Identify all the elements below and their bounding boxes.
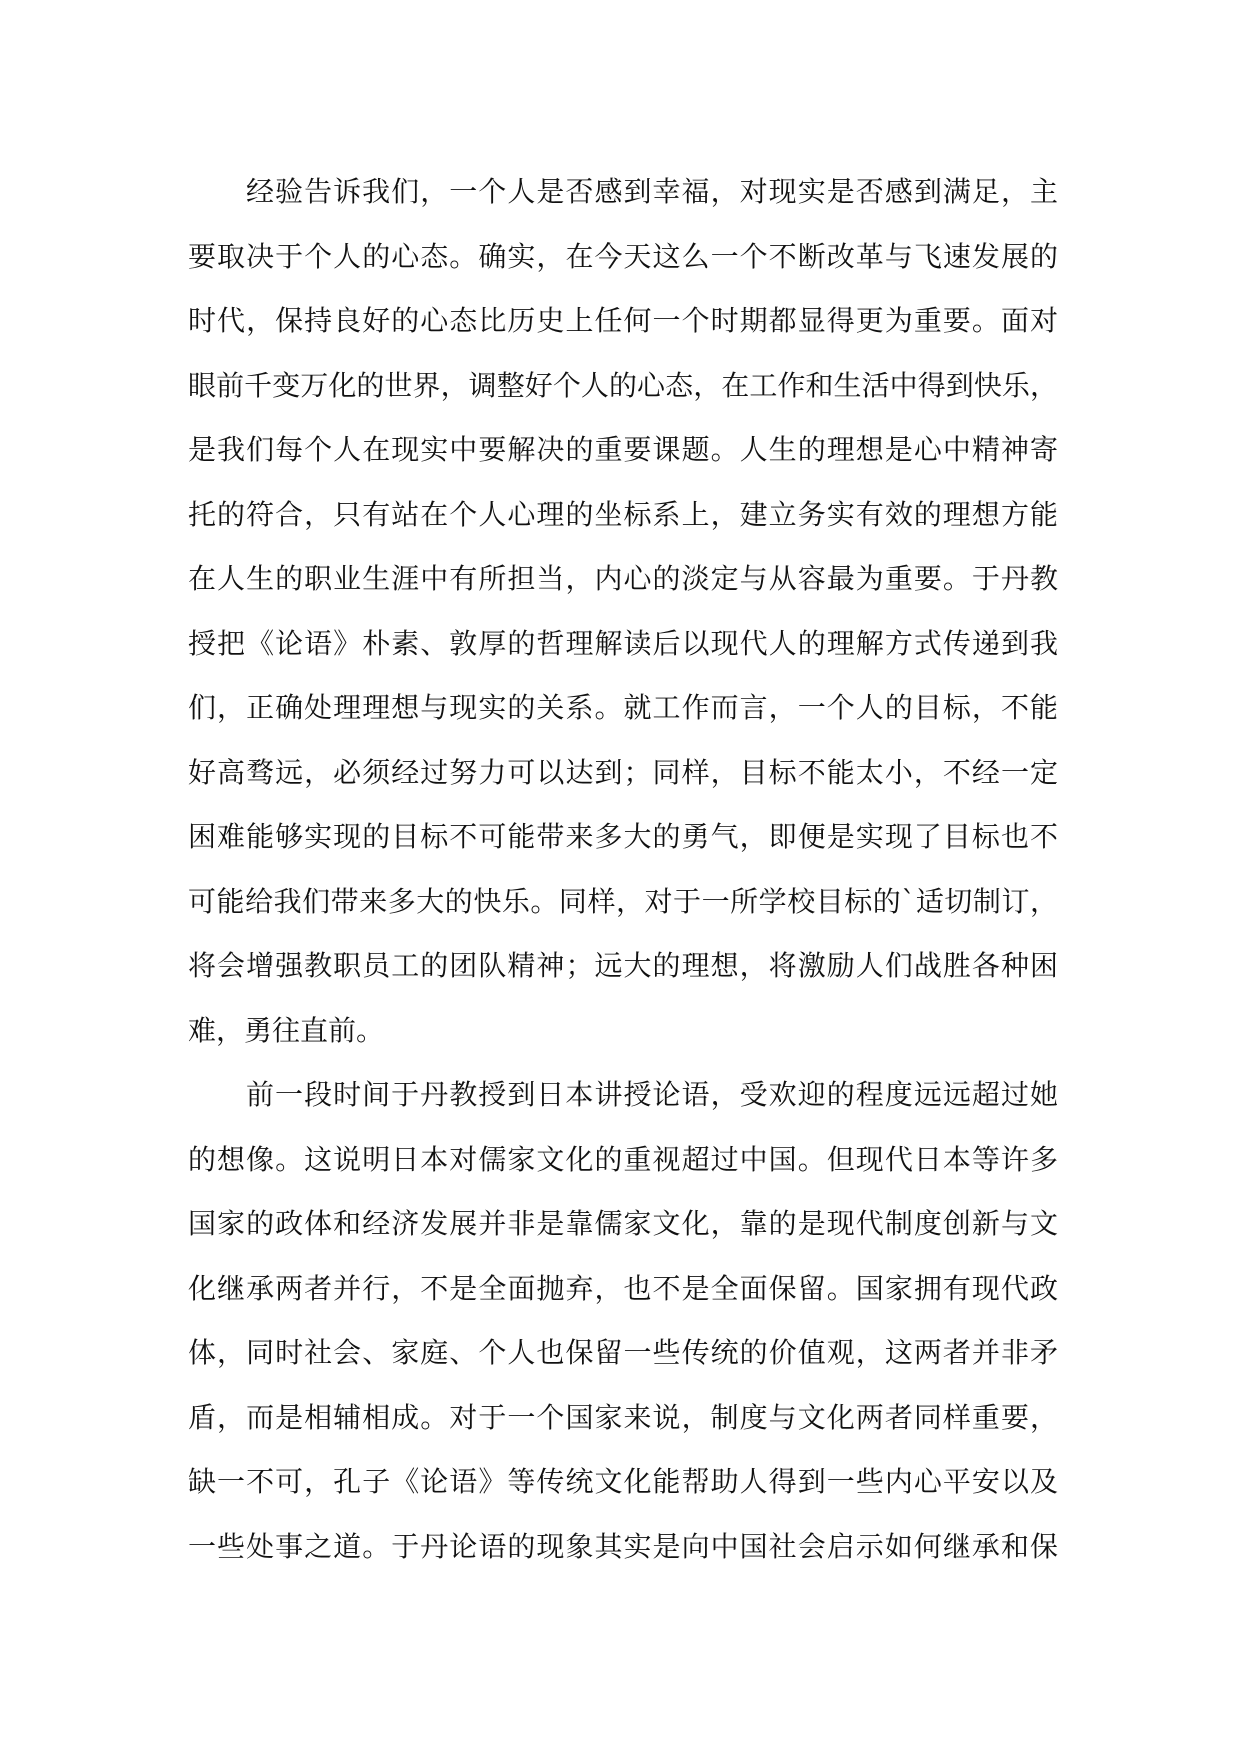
text-line: 缺一不可，孔子《论语》等传统文化能帮助人得到一些内心平安以及	[188, 1465, 1058, 1498]
text-line: 授把《论语》朴素、敦厚的哲理解读后以现代人的理解方式传递到我	[188, 626, 1058, 660]
text-line: 前一段时间于丹教授到日本讲授论语，受欢迎的程度远远超过她	[246, 1078, 1058, 1111]
text-line: 们，正确处理理想与现实的关系。就工作而言，一个人的目标，不能	[188, 691, 1058, 724]
text-line: 化继承两者并行，不是全面抛弃，也不是全面保留。国家拥有现代政	[188, 1271, 1058, 1305]
text-line: 时代，保持良好的心态比历史上任何一个时期都显得更为重要。面对	[188, 304, 1058, 337]
text-line: 一些处事之道。于丹论语的现象其实是向中国社会启示如何继承和保	[188, 1529, 1058, 1563]
text-line: 将会增强教职员工的团队精神；远大的理想，将激励人们战胜各种困	[188, 949, 1058, 982]
text-line: 的想像。这说明日本对儒家文化的重视超过中国。但现代日本等许多	[188, 1142, 1058, 1176]
text-line: 托的符合，只有站在个人心理的坐标系上，建立务实有效的理想方能	[188, 497, 1058, 531]
text-line: 体，同时社会、家庭、个人也保留一些传统的价值观，这两者并非矛	[188, 1336, 1058, 1369]
text-line: 要取决于个人的心态。确实，在今天这么一个不断改革与飞速发展的	[188, 239, 1058, 273]
text-line: 眼前千变万化的世界，调整好个人的心态，在工作和生活中得到快乐，	[188, 368, 1058, 402]
text-line: 可能给我们带来多大的快乐。同样，对于一所学校目标的`适切制订，	[188, 884, 1058, 918]
text-line: 困难能够实现的目标不可能带来多大的勇气，即便是实现了目标也不	[188, 820, 1058, 853]
text-line: 盾，而是相辅相成。对于一个国家来说，制度与文化两者同样重要，	[188, 1400, 1058, 1434]
text-line: 在人生的职业生涯中有所担当，内心的淡定与从容最为重要。于丹教	[188, 562, 1058, 595]
paragraph-2	[188, 1063, 1058, 1579]
text-line: 好高骛远，必须经过努力可以达到；同样，目标不能太小，不经一定	[188, 755, 1058, 789]
text-line: 国家的政体和经济发展并非是靠儒家文化，靠的是现代制度创新与文	[188, 1207, 1058, 1240]
text-line: 经验告诉我们，一个人是否感到幸福，对现实是否感到满足，主	[246, 175, 1058, 208]
paragraph-1	[188, 160, 1058, 1063]
body-text	[188, 160, 1058, 1579]
text-line: 是我们每个人在现实中要解决的重要课题。人生的理想是心中精神寄	[188, 433, 1058, 466]
text-line: 难，勇往直前。	[188, 1013, 385, 1047]
